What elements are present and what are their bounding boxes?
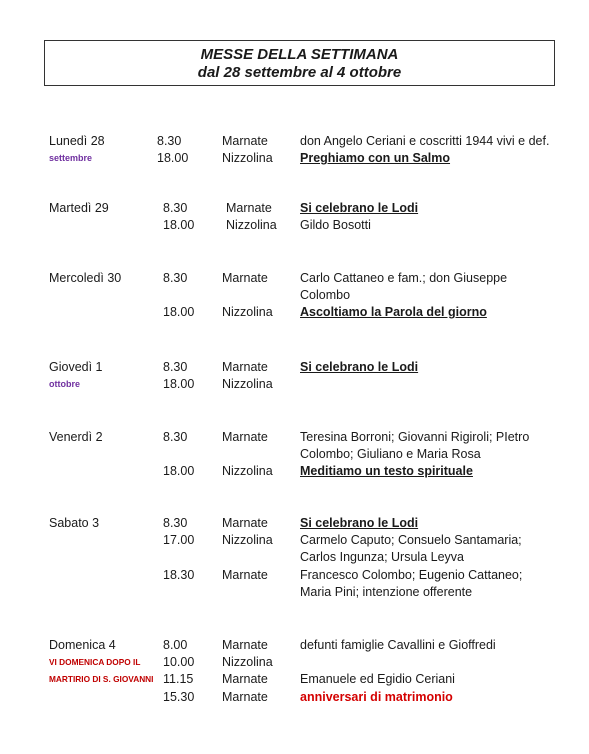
title-line1: MESSE DELLA SETTIMANA [200, 46, 399, 63]
title-box [44, 40, 555, 86]
day-sublabel: ottobre [49, 379, 80, 389]
day-label: Venerdì 2 [49, 430, 103, 444]
mass-intention: Si celebrano le Lodi [300, 360, 419, 374]
mass-time: 18.30 [163, 568, 195, 582]
mass-time: 8.30 [163, 360, 188, 374]
mass-intention: Si celebrano le Lodi [300, 516, 419, 530]
schedule-row [0, 446, 589, 463]
day-label: Sabato 3 [49, 516, 100, 530]
mass-intention: anniversari di matrimonio [300, 690, 453, 704]
schedule-row [0, 654, 589, 671]
mass-intention: defunti famiglie Cavallini e Gioffredi [300, 638, 496, 652]
mass-intention: Carmelo Caputo; Consuelo Santamaria; [300, 533, 522, 547]
mass-time: 8.00 [163, 638, 188, 652]
day-sublabel: settembre [49, 153, 93, 163]
schedule-row [0, 689, 589, 706]
schedule-row [0, 429, 589, 446]
schedule-row [0, 287, 589, 304]
mass-time: 10.00 [163, 655, 195, 669]
mass-intention: Gildo Bosotti [300, 218, 371, 232]
schedule-row [0, 376, 589, 393]
mass-intention: Si celebrano le Lodi [300, 201, 419, 215]
mass-time: 18.00 [163, 218, 195, 232]
mass-place: Marnate [222, 690, 268, 704]
mass-place: Marnate [222, 134, 268, 148]
mass-place: Marnate [222, 430, 268, 444]
schedule-row [0, 532, 589, 549]
day-label: Mercoledì 30 [49, 271, 122, 285]
mass-intention: Preghiamo con un Salmo [300, 151, 451, 165]
mass-time: 8.30 [163, 516, 188, 530]
mass-place: Marnate [222, 638, 268, 652]
mass-time: 8.30 [163, 201, 188, 215]
day-label: Martedì 29 [49, 201, 109, 215]
mass-place: Nizzolina [222, 464, 273, 478]
mass-intention: don Angelo Ceriani e coscritti 1944 vivi e def. [300, 134, 550, 148]
mass-place: Nizzolina [222, 655, 273, 669]
mass-intention-cont: Colombo [300, 288, 351, 302]
schedule-row [0, 463, 589, 480]
day-label: Domenica 4 [49, 638, 116, 652]
mass-time: 17.00 [163, 533, 195, 547]
mass-intention-cont: Maria Pini; intenzione offerente [300, 585, 473, 599]
mass-place: Marnate [222, 672, 268, 686]
schedule-row [0, 270, 589, 287]
mass-time: 8.30 [157, 134, 182, 148]
mass-place: Marnate [222, 360, 268, 374]
mass-intention: Carlo Cattaneo e fam.; don Giuseppe [300, 271, 508, 285]
schedule-row [0, 567, 589, 584]
mass-intention-cont: Carlos Ingunza; Ursula Leyva [300, 550, 464, 564]
schedule-row [0, 304, 589, 321]
mass-time: 8.30 [163, 430, 188, 444]
mass-place: Nizzolina [222, 377, 273, 391]
day-sublabel: VI DOMENICA DOPO IL [49, 657, 141, 667]
schedule-row [0, 133, 589, 150]
mass-intention: Emanuele ed Egidio Ceriani [300, 672, 455, 686]
day-label: Giovedì 1 [49, 360, 103, 374]
schedule-row [0, 549, 589, 566]
schedule-row [0, 671, 589, 688]
mass-intention: Francesco Colombo; Eugenio Cattaneo; [300, 568, 523, 582]
mass-time: 8.30 [163, 271, 188, 285]
mass-place: Marnate [226, 201, 272, 215]
mass-place: Nizzolina [222, 533, 273, 547]
title-line2: dal 28 settembre al 4 ottobre [197, 64, 402, 81]
day-sublabel-2: MARTIRIO DI S. GIOVANNI [49, 674, 154, 684]
schedule-row [0, 217, 589, 234]
mass-intention-cont: Colombo; Giuliano e Maria Rosa [300, 447, 481, 461]
mass-time: 18.00 [163, 464, 195, 478]
schedule-row [0, 637, 589, 654]
schedule-row [0, 584, 589, 601]
schedule-row [0, 150, 589, 167]
mass-intention: Meditiamo un testo spirituale [300, 464, 473, 478]
mass-time: 18.00 [157, 151, 189, 165]
mass-intention: Ascoltiamo la Parola del giorno [300, 305, 487, 319]
mass-place: Marnate [222, 568, 268, 582]
mass-time: 18.00 [163, 305, 195, 319]
mass-place: Nizzolina [222, 305, 273, 319]
schedule-row [0, 359, 589, 376]
day-label: Lunedì 28 [49, 134, 105, 148]
mass-time: 11.15 [163, 672, 194, 686]
mass-place: Nizzolina [222, 151, 273, 165]
mass-place: Nizzolina [226, 218, 277, 232]
schedule-row [0, 515, 589, 532]
mass-time: 15.30 [163, 690, 195, 704]
mass-intention: Teresina Borroni; Giovanni Rigiroli; PIetro [300, 430, 530, 444]
mass-place: Marnate [222, 516, 268, 530]
schedule-row [0, 200, 589, 217]
mass-time: 18.00 [163, 377, 195, 391]
mass-place: Marnate [222, 271, 268, 285]
